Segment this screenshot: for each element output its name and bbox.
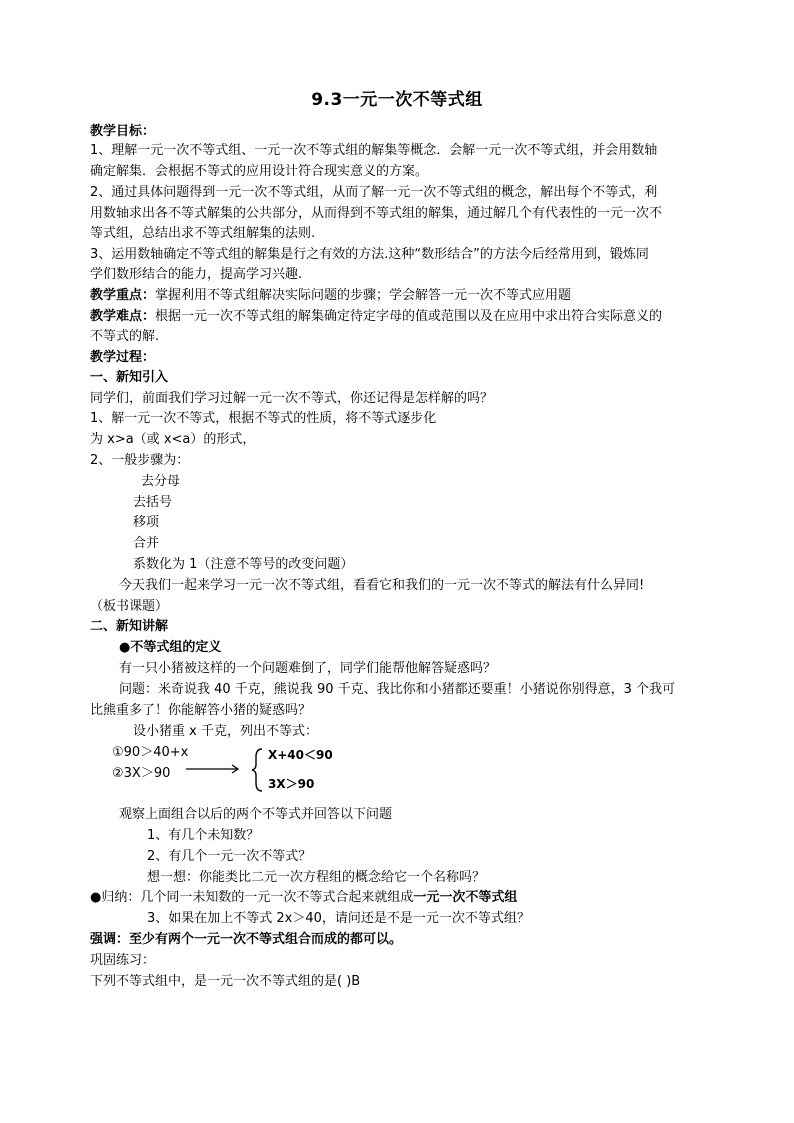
step-item: 去分母	[141, 474, 181, 489]
goal-2-line-b: 用数轴求出各不等式解集的公共部分，从而得到不等式组的解集，通过解几个有代表性的一元一次不	[90, 206, 663, 221]
page-title: 9.3一元一次不等式组	[311, 90, 483, 110]
step-item: 合并	[133, 536, 160, 551]
step-item: 去括号	[133, 495, 173, 510]
today-line-b: （板书课题）	[90, 599, 169, 614]
today-line-a: 今天我们一起来学习一元一次不等式组，看看它和我们的一元一次不等式的解法有什么异同!	[119, 578, 645, 593]
goal-3-line-a: 3、运用数轴确定不等式组的解集是行之有效的方法.这种“数形结合”的方法今后经常用到，锻炼同	[90, 247, 649, 262]
goal-2-line-c: 等式组，总结出求不等式组解集的法则.	[90, 226, 316, 241]
key-points-label: 教学重点：	[90, 288, 156, 303]
step-item: 移项	[133, 515, 160, 530]
observe-instruction: 观察上面组合以后的两个不等式并回答以下问题	[119, 807, 393, 822]
step-1-line-b: 为 x>a（或 x<a）的形式，	[90, 432, 256, 447]
combine-arrow-and-brace	[180, 745, 270, 795]
difficult-points-label: 教学难点：	[90, 309, 156, 324]
system-inequality-1: X+40＜90	[268, 748, 333, 762]
section-2-heading: 二、新知讲解	[90, 619, 169, 634]
summary-term: 一元一次不等式组	[413, 890, 518, 905]
definition-heading: ●不等式组的定义	[119, 640, 222, 655]
difficult-points-text: 根据一元一次不等式组的解集确定待定字母的值或范围以及在应用中求出符合实际意义的	[155, 309, 663, 324]
exercise-question: 下列不等式组中，是一元一次不等式组的是( )B	[90, 974, 361, 989]
intro-question: 同学们，前面我们学习过解一元一次不等式，你还记得是怎样解的吗？	[90, 391, 494, 406]
step-2-heading: 2、一般步骤为：	[90, 453, 190, 468]
story-line-c: 比熊重多了！你能解答小猪的疑惑吗？	[90, 703, 312, 718]
inequality-2: ②3X＞90	[112, 766, 171, 781]
difficult-points-line-b: 不等式的解.	[90, 329, 160, 344]
question-2: 2、有几个一元一次不等式？	[147, 849, 312, 864]
process-heading: 教学过程：	[90, 350, 156, 365]
goal-3-line-b: 学们数形结合的能力，提高学习兴趣.	[90, 267, 303, 282]
step-item: 系数化为 1（注意不等号的改变问题）	[133, 557, 354, 572]
question-1: 1、有几个未知数？	[147, 828, 260, 843]
goal-2-line-a: 2、通过具体问题得到一元一次不等式组，从而了解一元一次不等式组的概念，解出每个不等式，利	[90, 185, 658, 200]
story-line-b: 问题：米奇说我 40 千克，熊说我 90 千克、我比你和小猪都还要重！小猪说你别得意，3 个我可	[119, 682, 676, 697]
set-variable: 设小猪重 x 千克，列出不等式：	[133, 724, 318, 739]
key-points	[90, 287, 571, 305]
section-1-heading: 一、新知引入	[90, 370, 169, 385]
inequality-1: ①90＞40+x	[112, 745, 189, 760]
emphasis: 强调：至少有两个一元一次不等式组合而成的都可以。	[90, 932, 403, 947]
practice-heading: 巩固练习：	[90, 953, 156, 968]
difficult-points	[90, 308, 662, 326]
summary	[90, 889, 517, 907]
step-1-line-a: 1、解一元一次不等式，根据不等式的性质，将不等式逐步化	[90, 411, 437, 426]
goals-heading: 教学目标：	[90, 124, 156, 139]
goal-1-line-b: 确定解集．会根据不等式的应用设计符合现实意义的方案。	[90, 164, 429, 179]
goal-1-line-a: 1、理解一元一次不等式组、一元一次不等式组的解集等概念．会解一元一次不等式组，并会用数轴	[90, 143, 658, 158]
think-prompt: 想一想：你能类比二元一次方程组的概念给它一个名称吗？	[147, 870, 486, 885]
summary-text: ●归纳：几个同一未知数的一元一次不等式合起来就组成	[90, 890, 414, 905]
question-3: 3、如果在加上不等式 2x＞40，请问还是不是一元一次不等式组？	[147, 911, 530, 926]
key-points-text: 掌握利用不等式组解决实际问题的步骤；学会解答一元一次不等式应用题	[155, 288, 572, 303]
system-inequality-2: 3X＞90	[268, 777, 315, 791]
story-line-a: 有一只小猪被这样的一个问题难倒了，同学们能帮他解答疑惑吗？	[119, 661, 497, 676]
